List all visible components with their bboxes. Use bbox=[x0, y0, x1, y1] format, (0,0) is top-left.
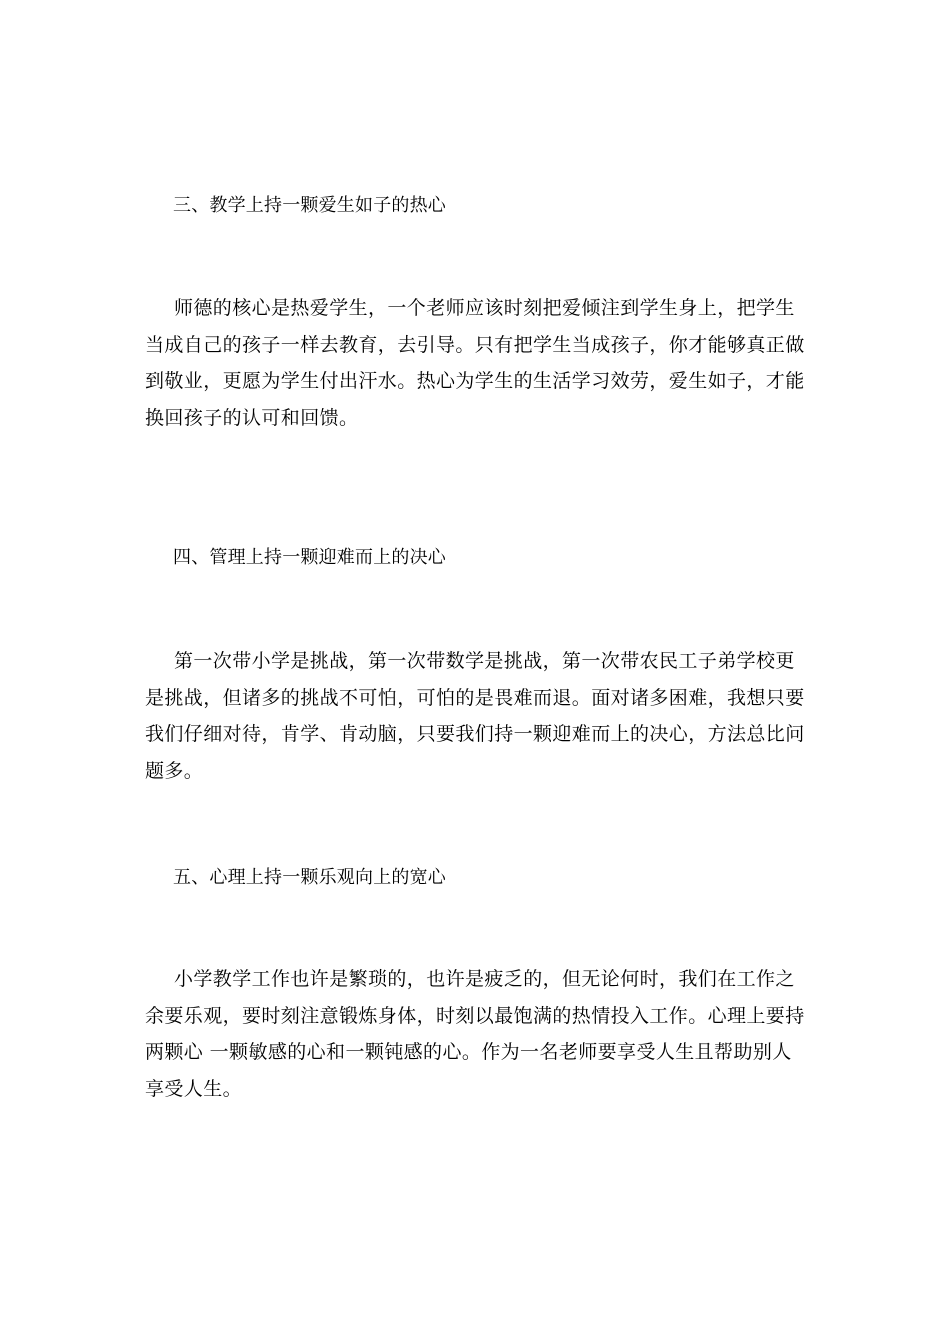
section-heading-4: 四、管理上持一颗迎难而上的决心 bbox=[173, 547, 446, 568]
section-paragraph-3: 师德的核心是热爱学生，一个老师应该时刻把爱倾注到学生身上，把学生当成自己的孩子一样去教育，去引导。只有把学生当成孩子，你才能够真正做到敬业，更愿为学生付出汗水。热心为学生的生活学习效劳，爱生如子，才能换回孩子的认可和回馈。 bbox=[145, 297, 805, 429]
section-paragraph-5: 小学教学工作也许是繁琐的，也许是疲乏的，但无论何时，我们在工作之余要乐观，要时刻注意锻炼身体，时刻以最饱满的热情投入工作。心理上要持两颗心 一颗敏感的心和一颗钝感的心。作为一名老师要享受人生且帮助别人享受人生。 bbox=[145, 968, 805, 1100]
section-heading-5: 五、心理上持一颗乐观向上的宽心 bbox=[173, 867, 446, 888]
section-paragraph-4: 第一次带小学是挑战，第一次带数学是挑战，第一次带农民工子弟学校更是挑战，但诸多的挑战不可怕，可怕的是畏难而退。面对诸多困难，我想只要我们仔细对待，肯学、肯动脑，只要我们持一颗迎难而上的决心，方法总比问题多。 bbox=[145, 650, 805, 782]
section-heading-3: 三、教学上持一颗爱生如子的热心 bbox=[173, 195, 446, 216]
